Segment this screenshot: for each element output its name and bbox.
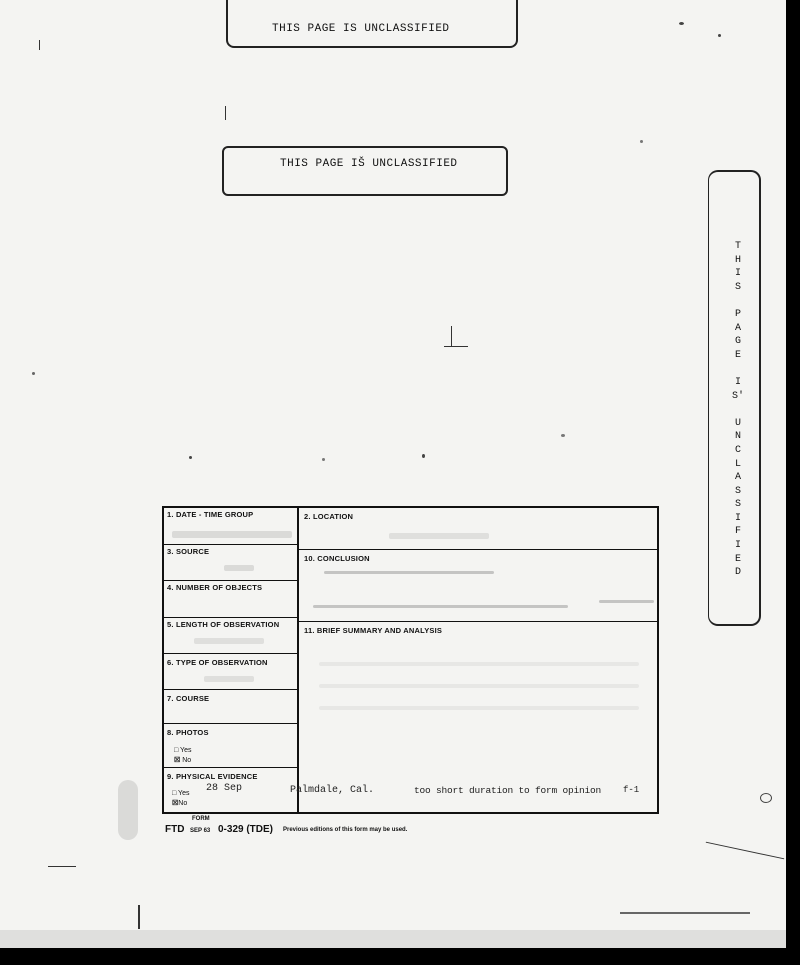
photos-no-label: No	[182, 757, 192, 764]
typed-location: Palmdale, Cal.	[290, 785, 375, 796]
physical-evidence-yes-label: Yes	[178, 790, 190, 797]
footer-note: Previous editions of this form may be used.	[283, 827, 408, 833]
summary-label: 11. BRIEF SUMMARY AND ANALYSIS	[304, 626, 443, 635]
vertical-stamp-letter: D	[734, 567, 741, 579]
typed-conclusion: too short duration to form opinion	[414, 785, 602, 796]
typed-trailing: f-1	[623, 785, 640, 795]
faint-entry	[389, 533, 489, 539]
speck	[640, 140, 643, 143]
vertical-stamp-letter: L	[734, 458, 741, 470]
faint-entry	[204, 676, 254, 682]
vertical-stamp-letter: E	[734, 349, 741, 361]
footer-form-word: FORM	[192, 816, 210, 822]
speck	[760, 793, 772, 803]
vertical-stamp-letter: T	[734, 241, 741, 252]
speck	[718, 34, 721, 37]
physical-evidence-no-label: No	[178, 800, 188, 807]
vertical-stamp-letter: I	[734, 376, 741, 388]
middle-unclassified-stamp: THIS PAGE IŠ UNCLASSIFIED	[280, 158, 458, 170]
faint-entry	[319, 684, 639, 688]
faint-entry	[172, 531, 292, 538]
course-label: 7. COURSE	[167, 694, 210, 703]
type-of-observation-cell	[164, 654, 297, 690]
project-record-card	[162, 506, 659, 814]
type-of-observation-label: 6. TYPE OF OBSERVATION	[167, 658, 268, 667]
vertical-stamp-letter: I	[734, 268, 741, 280]
speck	[39, 40, 40, 50]
conclusion-section	[299, 550, 659, 622]
vertical-stamp-letter: C	[734, 444, 741, 456]
vertical-stamp-letter: S	[734, 281, 741, 293]
speck	[138, 905, 140, 929]
length-of-observation-label: 5. LENGTH OF OBSERVATION	[167, 620, 280, 629]
vertical-stamp-letter: G	[734, 336, 741, 348]
speck	[322, 458, 325, 461]
vertical-stamp-letter: U	[734, 417, 741, 429]
struck-entry	[313, 605, 568, 608]
conclusion-label: 10. CONCLUSION	[304, 554, 370, 563]
physical-evidence-no-option: ☒No	[172, 800, 188, 807]
smudge	[118, 780, 138, 840]
speck	[561, 434, 565, 437]
footer-date: SEP 63	[190, 828, 211, 834]
vertical-stamp-letter: S	[734, 499, 741, 511]
vertical-unclassified-stamp	[731, 240, 745, 580]
speck	[48, 866, 76, 867]
vertical-stamp-letter: A	[734, 322, 741, 334]
faint-entry	[319, 706, 639, 710]
speck	[451, 326, 452, 346]
vertical-stamp-letter: S	[734, 485, 741, 497]
speck	[620, 912, 750, 914]
vertical-stamp-letter: A	[734, 472, 741, 484]
speck	[706, 842, 784, 860]
photos-yes-label: Yes	[180, 747, 192, 754]
photos-label: 8. PHOTOS	[167, 728, 209, 737]
location-label: 2. LOCATION	[304, 512, 354, 521]
physical-evidence-label: 9. PHYSICAL EVIDENCE	[167, 772, 258, 781]
photos-yes-option: □ Yes	[174, 747, 192, 754]
smudge	[0, 930, 786, 948]
length-of-observation-cell	[164, 618, 297, 654]
course-cell	[164, 690, 297, 724]
faint-entry	[224, 565, 254, 571]
top-unclassified-stamp: THIS PAGE IS UNCLASSIFIED	[272, 23, 450, 35]
physical-evidence-yes-option: □ Yes	[172, 790, 190, 797]
location-section	[299, 508, 659, 550]
speck	[444, 346, 468, 347]
vertical-stamp-letter: H	[734, 254, 741, 266]
vertical-stamp-letter: S'	[731, 390, 744, 402]
speck	[225, 106, 226, 120]
source-cell	[164, 545, 297, 581]
footer-ftd: FTD	[165, 824, 185, 835]
faint-entry	[194, 638, 264, 644]
vertical-stamp-letter: P	[734, 308, 741, 320]
vertical-stamp-letter: E	[734, 553, 741, 565]
speck	[422, 454, 425, 458]
number-of-objects-cell	[164, 581, 297, 618]
vertical-stamp-letter	[731, 362, 745, 376]
date-time-group-label: 1. DATE - TIME GROUP	[167, 510, 254, 519]
middle-stamp-bracket	[222, 146, 508, 196]
faint-entry	[319, 662, 639, 666]
date-time-group-cell	[164, 508, 297, 545]
vertical-stamp-letter: F	[734, 526, 741, 538]
speck	[679, 22, 684, 25]
source-label: 3. SOURCE	[167, 547, 210, 556]
number-of-objects-label: 4. NUMBER OF OBJECTS	[167, 583, 263, 592]
vertical-stamp-letter	[731, 294, 745, 308]
vertical-stamp-letter: I	[734, 540, 741, 552]
vertical-stamp-letter: I	[734, 512, 741, 524]
speck	[32, 372, 35, 375]
vertical-stamp-letter: N	[734, 431, 741, 443]
photos-cell	[164, 724, 297, 768]
speck	[189, 456, 192, 459]
typed-date: 28 Sep	[206, 783, 243, 794]
photos-no-option: ☒ No	[174, 757, 192, 764]
vertical-stamp-letter	[731, 403, 745, 417]
left-column	[164, 508, 299, 812]
struck-entry	[599, 600, 654, 603]
struck-entry	[324, 571, 494, 574]
footer-form-number: 0-329 (TDE)	[218, 824, 274, 835]
